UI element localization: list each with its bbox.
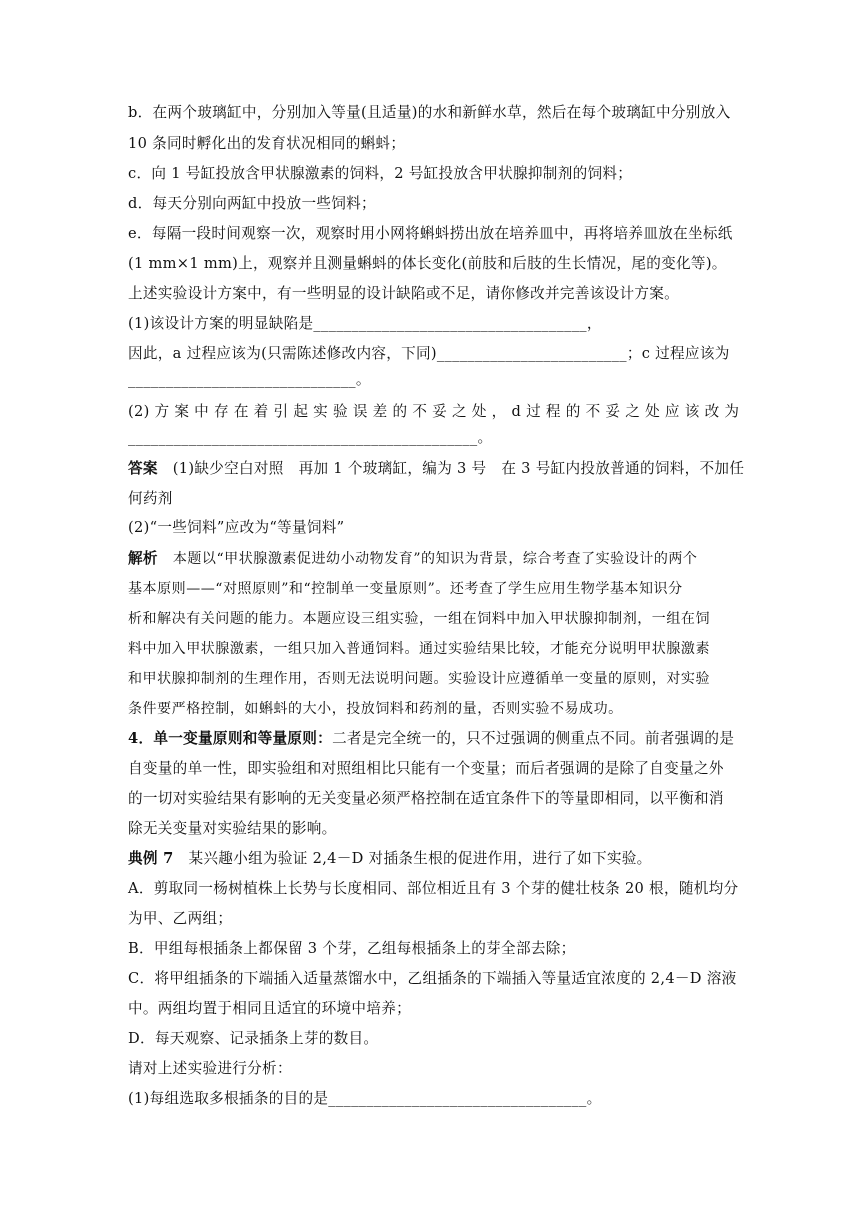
example-step-c: C．将甲组插条的下端插入适量蒸馏水中，乙组插条的下端插入等量适宜浓度的 2,4－D 溶液 <box>128 970 737 987</box>
principle-line-3: 的一切对实验结果有影响的无关变量必须严格控制在适宜条件下的等量即相同，以平衡和消 <box>128 790 724 807</box>
analysis-line <box>128 549 697 569</box>
text-line-question-1: (1)该设计方案的明显缺陷是____________________________________， <box>128 315 602 332</box>
text-line-step-e-cont: (1 mm×1 mm)上，观察并且测量蝌蚪的体长变化(前肢和后肢的生长情况，尾的变化等)。 <box>128 255 727 272</box>
answer-line <box>128 459 744 479</box>
example-step-c-cont: 中。两组均置于相同且适宜的环境中培养； <box>128 1000 411 1017</box>
text-line-step-e: e．每隔一段时间观察一次，观察时用小网将蝌蚪捞出放在培养皿中，再将培养皿放在坐标纸 <box>128 225 733 242</box>
analysis-label: 解析 <box>128 550 158 567</box>
example-step-a-cont: 为甲、乙两组； <box>128 910 233 927</box>
text-line-question-intro: 上述实验设计方案中，有一些明显的设计缺陷或不足，请你修改并完善该设计方案。 <box>128 285 680 302</box>
text-line-step-d: d．每天分别向两缸中投放一些饲料； <box>128 195 376 212</box>
example-step-b: B．甲组每根插条上都保留 3 个芽，乙组每根插条上的芽全部去除； <box>128 940 576 957</box>
analysis-line-4: 料中加入甲状腺激素，一组只加入普通饲料。通过实验结果比较，才能充分说明甲状腺激素 <box>128 641 710 657</box>
example-step-a: A．剪取同一杨树植株上长势与长度相同、部位相近且有 3 个芽的健壮枝条 20 根，随机均分 <box>128 880 739 897</box>
answer-line-2: (2)“一些饲料”应改为“等量饲料” <box>128 519 345 536</box>
answer-label: 答案 <box>128 460 158 477</box>
principle-line-2: 自变量的单一性，即实验组和对照组相比只能有一个变量；而后者强调的是除了自变量之外 <box>128 760 724 777</box>
text-line-step-b-cont: 10 条同时孵化出的发育状况相同的蝌蚪； <box>128 135 406 152</box>
analysis-line-5: 和甲状腺抑制剂的生理作用，否则无法说明问题。实验设计应遵循单一变量的原则，对实验 <box>128 671 710 687</box>
example-prompt: 请对上述实验进行分析： <box>128 1060 292 1077</box>
analysis-text: 本题以“甲状腺激素促进幼小动物发育”的知识为背景，综合考查了实验设计的两个 <box>172 551 698 567</box>
text-line-step-c: c．向 1 号缸投放含甲状腺激素的饲料，2 号缸投放含甲状腺抑制剂的饲料； <box>128 165 633 182</box>
example-heading-line <box>128 849 652 869</box>
text-line-question-2-blank: ______________________________________________。 <box>128 429 493 446</box>
principle-line-4: 除无关变量对实验结果的影响。 <box>128 820 337 837</box>
principle-text: 二者是完全统一的，只不过强调的侧重点不同。前者强调的是 <box>332 730 735 747</box>
text-line-question-2 <box>128 402 740 422</box>
example-question-1: (1)每组选取多根插条的目的是__________________________________。 <box>128 1090 602 1107</box>
analysis-line-3: 析和解决有关问题的能力。本题应设三组实验，一组在饲料中加入甲状腺抑制剂，一组在饲 <box>128 611 710 627</box>
question-2-text: (2) 方 案 中 存 在 着 引 起 实 验 误 差 的 不 妥 之 处 ， d 过 程 的 不 妥 之 处 应 该 改 为 <box>128 403 740 420</box>
example-text: 某兴趣小组为验证 2,4－D 对插条生根的促进作用，进行了如下实验。 <box>173 850 652 867</box>
text-line-question-1-cont: 因此，a 过程应该为(只需陈述修改内容，下同)_________________________；c 过程应该为 <box>128 345 730 362</box>
example-label: 典例 7 <box>128 850 174 867</box>
answer-line-cont: 何药剂 <box>128 490 173 507</box>
example-step-d: D．每天观察、记录插条上芽的数目。 <box>128 1030 379 1047</box>
text-line-question-1-blank: ______________________________。 <box>128 371 371 388</box>
analysis-line-2: 基本原则——“对照原则”和“控制单一变量原则”。还考查了学生应用生物学基本知识分 <box>128 581 683 597</box>
analysis-line-6: 条件要严格控制，如蝌蚪的大小，投放饲料和药剂的量，否则实验不易成功。 <box>128 701 623 717</box>
principle-heading: 4．单一变量原则和等量原则： <box>128 730 333 747</box>
principle-heading-line <box>128 729 734 749</box>
text-line-step-b: b．在两个玻璃缸中，分别加入等量(且适量)的水和新鲜水草，然后在每个玻璃缸中分别放入 <box>128 104 731 121</box>
answer-text: (1)缺少空白对照 再加 1 个玻璃缸，编为 3 号 在 3 号缸内投放普通的饲料，不加任 <box>172 460 745 477</box>
